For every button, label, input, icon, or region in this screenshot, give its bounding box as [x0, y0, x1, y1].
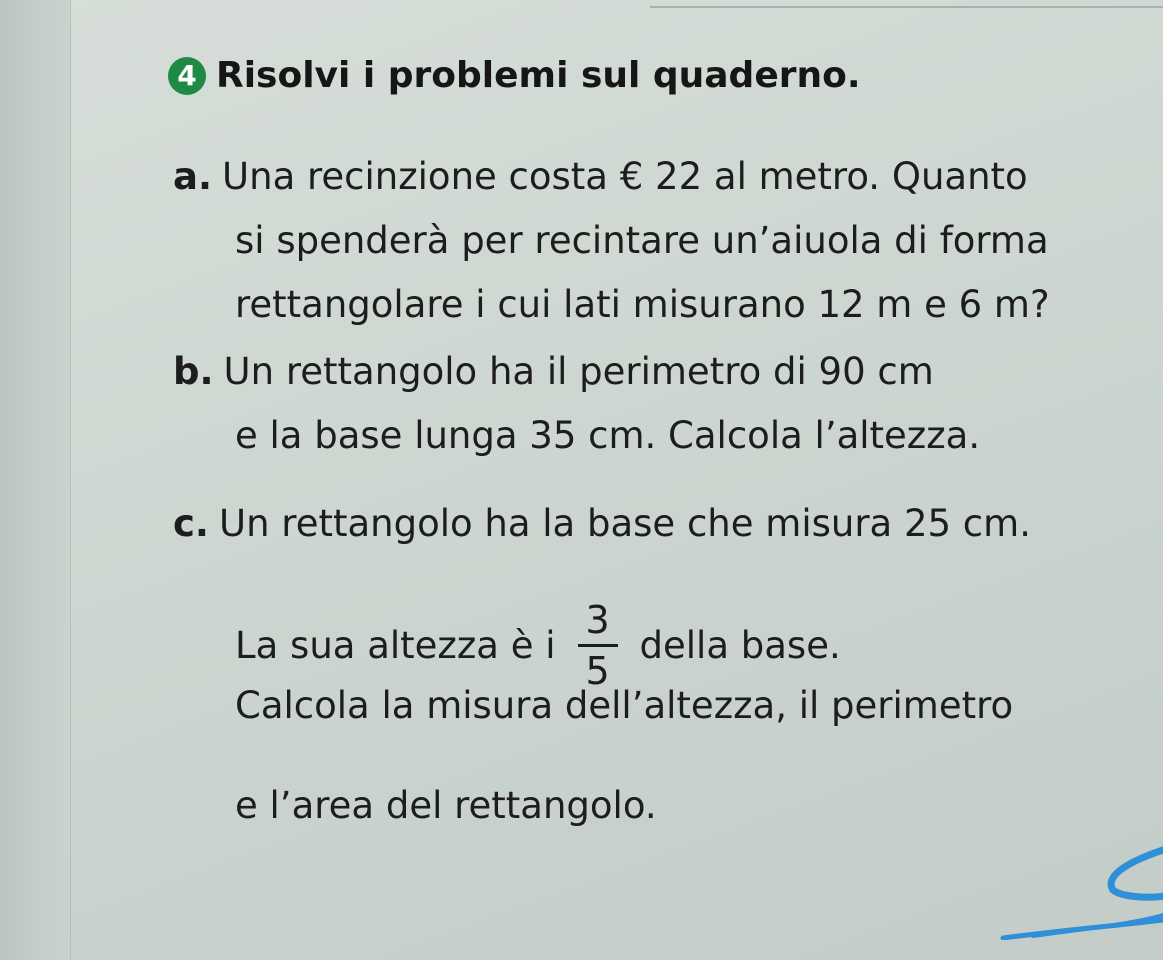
- fraction: [578, 598, 618, 693]
- problem-b-letter: b.: [173, 350, 214, 393]
- problem-c-line-3: Calcola la misura dell’altezza, il perimetro: [235, 684, 1014, 727]
- problem-a-line-2: si spenderà per recintare un’aiuola di forma: [235, 219, 1049, 262]
- problem-c-line-2: [235, 598, 841, 693]
- problem-b: [173, 340, 980, 468]
- fraction-numerator: 3: [585, 598, 610, 642]
- problem-b-line-1: [173, 340, 980, 404]
- fraction-bar: [578, 644, 618, 647]
- problem-a-line-3: rettangolare i cui lati misurano 12 m e 6 m?: [235, 283, 1050, 326]
- problem-b-text-1: Un rettangolo ha il perimetro di 90 cm: [223, 350, 934, 393]
- problem-c: [173, 492, 1031, 556]
- problem-c-letter: c.: [173, 502, 209, 545]
- problem-a-letter: a.: [173, 155, 213, 198]
- fraction-denominator: 5: [585, 649, 610, 693]
- exercise-header: [168, 55, 861, 96]
- problem-c-text-1: Un rettangolo ha la base che misura 25 cm.: [219, 502, 1031, 545]
- problem-b-line-2: e la base lunga 35 cm. Calcola l’altezza.: [235, 414, 981, 457]
- top-rule: [650, 0, 1163, 8]
- blue-decoration: [993, 820, 1163, 940]
- problem-c-line-1: [173, 492, 1031, 556]
- problem-c-text-2b: della base.: [639, 624, 841, 667]
- problem-c-line-4: e l’area del rettangolo.: [235, 784, 657, 827]
- problem-a-text-1: Una recinzione costa € 22 al metro. Quanto: [222, 155, 1028, 198]
- problem-c-text-2a: La sua altezza è i: [235, 624, 556, 667]
- problem-a: [173, 145, 1050, 337]
- page-gutter: [0, 0, 71, 960]
- exercise-title: Risolvi i problemi sul quaderno.: [216, 55, 861, 96]
- exercise-number-badge: 4: [168, 57, 206, 95]
- problem-a-line-1: [173, 145, 1050, 209]
